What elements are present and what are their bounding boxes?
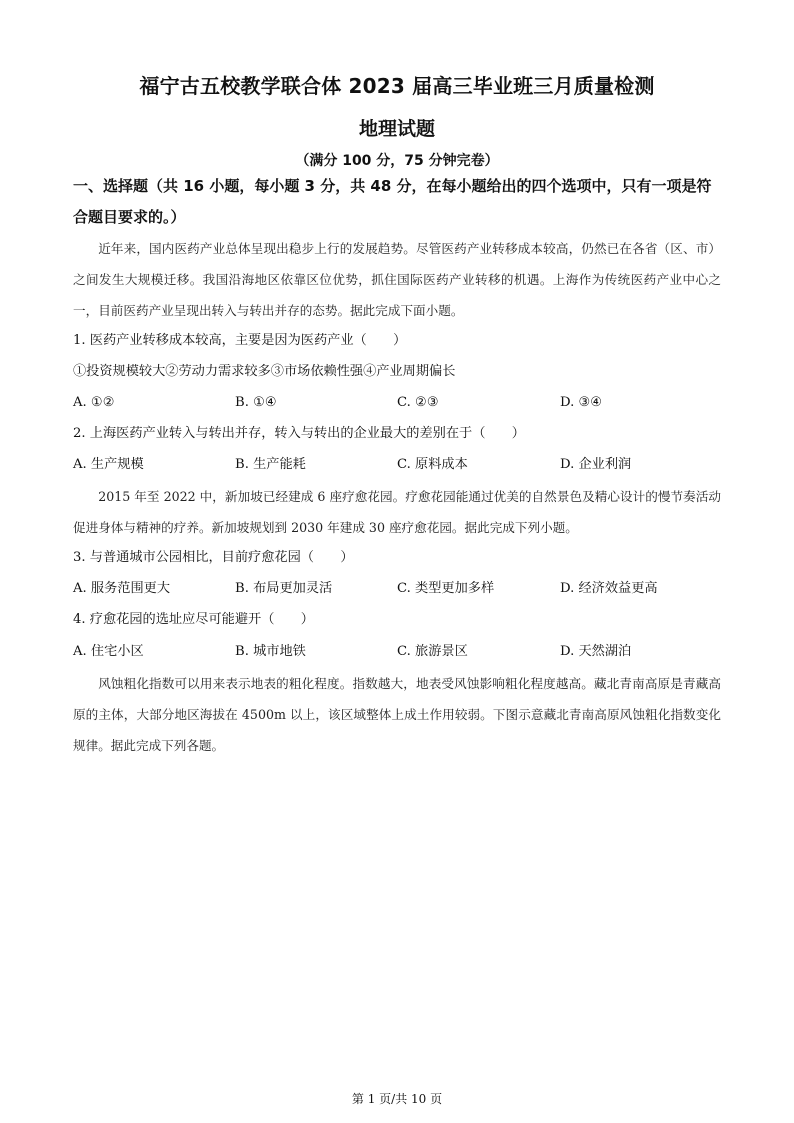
section-heading: 一、选择题（共 16 小题，每小题 3 分，共 48 分，在每小题给出的四个选项中，只有一项是符合题目要求的。） [73, 177, 712, 226]
question-1-statements: ①投资规模较大②劳动力需求较多③市场依赖性强④产业周期偏长 [73, 364, 456, 379]
option-c[interactable]: C. 原料成本 [397, 457, 468, 472]
option-a[interactable]: A. 服务范围更大 [73, 581, 171, 596]
question-3-options [73, 579, 723, 599]
question-4-options [73, 642, 723, 662]
question-2-options [73, 455, 723, 475]
subject-title: 地理试题 [358, 118, 435, 140]
question-4-stem: 4. 疗愈花园的选址应尽可能避开（ ） [73, 612, 314, 627]
question-1-stem: 1. 医药产业转移成本较高，主要是因为医药产业（ ） [73, 333, 407, 348]
option-b[interactable]: B. 布局更加灵活 [235, 581, 333, 596]
option-b[interactable]: B. ①④ [235, 395, 277, 410]
score-note: （满分 100 分，75 分钟完卷） [295, 153, 499, 169]
page-number: 第 1 页/共 10 页 [351, 1092, 443, 1106]
option-a[interactable]: A. ①② [73, 395, 115, 410]
question-3-stem: 3. 与普通城市公园相比，目前疗愈花园（ ） [73, 550, 354, 565]
passage-1: 近年来，国内医药产业总体呈现出稳步上行的发展趋势。尽管医药产业转移成本较高，仍然已在各省（区、市）之间发生大规模迁移。我国沿海地区依靠区位优势，抓住国际医药产业转移的机遇。上海作为传统医药产业中心之一，目前医药产业呈现出转入与转出并存的态势。据此完成下面小题。 [73, 241, 721, 318]
question-1-options [73, 393, 723, 413]
option-d[interactable]: D. 天然湖泊 [560, 644, 632, 659]
option-c[interactable]: C. 旅游景区 [397, 644, 468, 659]
option-d[interactable]: D. 企业利润 [560, 457, 632, 472]
exam-title: 福宁古五校教学联合体 2023 届高三毕业班三月质量检测 [139, 74, 655, 98]
option-d[interactable]: D. ③④ [560, 395, 603, 410]
option-b[interactable]: B. 生产能耗 [235, 457, 306, 472]
option-a[interactable]: A. 生产规模 [73, 457, 144, 472]
option-a[interactable]: A. 住宅小区 [73, 644, 144, 659]
option-b[interactable]: B. 城市地铁 [235, 644, 306, 659]
option-d[interactable]: D. 经济效益更高 [560, 581, 658, 596]
passage-2: 2015 年至 2022 中，新加坡已经建成 6 座疗愈花园。疗愈花园能通过优美的自然景色及精心设计的慢节奏活动促进身体与精神的疗养。新加坡规划到 2030 年建成 30 座疗愈花园。据此完成下列小题。 [73, 489, 721, 535]
option-c[interactable]: C. 类型更加多样 [397, 581, 495, 596]
question-2-stem: 2. 上海医药产业转入与转出并存，转入与转出的企业最大的差别在于（ ） [73, 426, 525, 441]
passage-3: 风蚀粗化指数可以用来表示地表的粗化程度。指数越大，地表受风蚀影响粗化程度越高。藏北青南高原是青藏高原的主体，大部分地区海拔在 4500m 以上，该区域整体上成土作用较弱。下图示意藏北青南高原风蚀粗化指数变化规律。据此完成下列各题。 [73, 676, 721, 753]
option-c[interactable]: C. ②③ [397, 395, 439, 410]
